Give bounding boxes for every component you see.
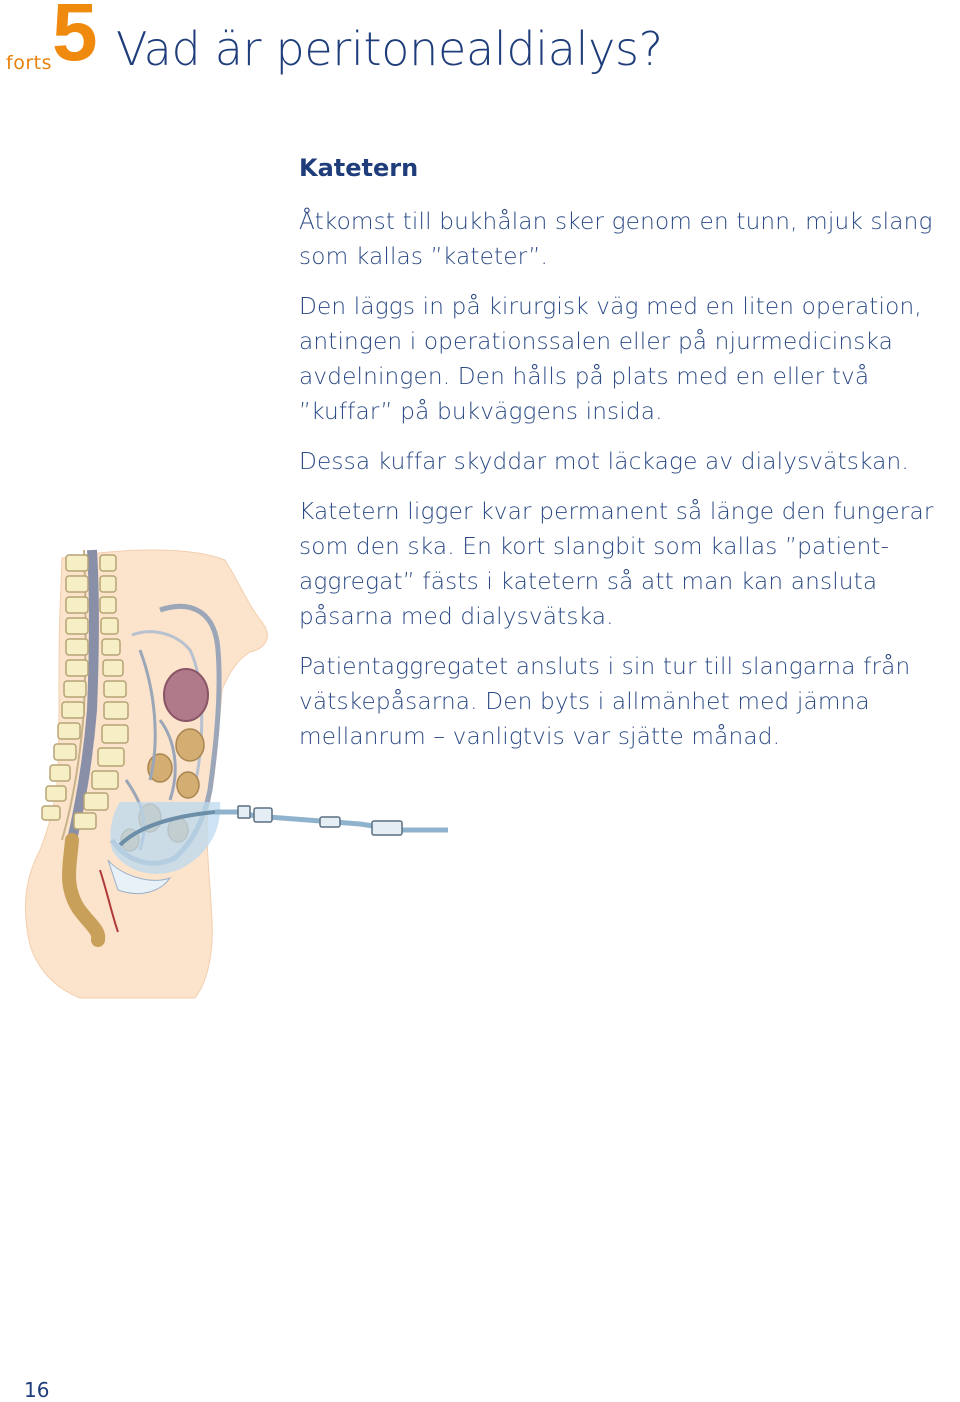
section-heading: Katetern bbox=[299, 154, 419, 182]
paragraph-1: Åtkomst till bukhålan sker genom en tunn, mjuk slang som kallas ”kateter”. bbox=[299, 208, 933, 270]
paragraph-4: Katetern ligger kvar permanent så länge den fungerar som den ska. En kort slangbit som kallas ”patient-aggregat” fästs i katetern så att man kan ansluta påsarna med dialysvätska. bbox=[299, 498, 934, 630]
chapter-header bbox=[6, 0, 946, 90]
page-number: 16 bbox=[24, 1378, 50, 1402]
paragraph-5: Patientaggregatet ansluts i sin tur till slangarna från vätskepåsarna. Den byts i allmänhet med jämna mellanrum – vanligtvis var sjätte månad. bbox=[299, 653, 911, 750]
chapter-title: Vad är peritonealdialys? bbox=[116, 22, 663, 76]
anatomy-catheter-illustration bbox=[0, 540, 460, 1010]
connectors bbox=[238, 806, 402, 835]
chapter-number: 5 bbox=[52, 0, 98, 78]
kidney bbox=[164, 669, 208, 721]
paragraph-3: Dessa kuffar skyddar mot läckage av dialysvätskan. bbox=[299, 448, 909, 475]
paragraph-2: Den läggs in på kirurgisk väg med en liten operation, antingen i operationssalen eller på njurmedicinska avdelningen. Den hålls på plats med en eller två ”kuffar” på bukväggens insida. bbox=[299, 293, 922, 425]
forts-label: forts bbox=[6, 52, 52, 74]
